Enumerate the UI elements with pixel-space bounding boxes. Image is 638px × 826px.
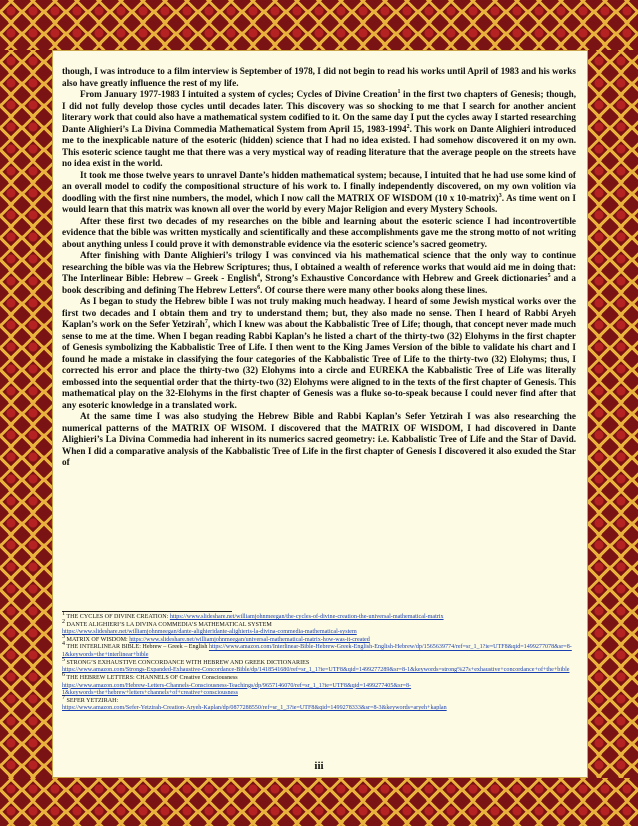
paragraph-text: At the same time I was also studying the Hebrew Bible and Rabbi Kaplan’s Sefer Yetzirah I was also researching the numerical patterns of the MATRIX OF WISOM. I discovered that the MATRIX OF WISDOM, I had discovered in Dante Alighieri’s La Divina Commedia had inherent in its numerics sacred geometry: i.e. Kabbalistic Tree of Life and the Star of David. When I did a comparative analysis of the Kabbalistic Tree of Life in the first chapter of Genesis I discovered it also exuded the Star of bbox=[62, 411, 576, 467]
body-paragraph bbox=[62, 170, 576, 216]
body-paragraph bbox=[62, 411, 576, 469]
footnote-number: 1 bbox=[62, 611, 65, 617]
page-number: iii bbox=[314, 760, 324, 772]
body-text bbox=[62, 66, 576, 469]
paragraph-text: , which I knew was about the Kabbalistic Tree of Life; though, that concept never made much sense to me at the time. When I began reading Rabbi Kaplan’s he listed a chart of the thirty-two (32) Elohyms in the first chapter of Genesis symbolizing the Kabbalistic Tree of Life. I then went to the King James Version of the bible to validate his chart and I found he made a mistake in classifying the four categories of the Kabbalistic Tree of Life to the thirty-two (32) Elohyms; thus, I corrected his error and place the thirty-two (32) Elohyms into a circle and EUREKA the Kabbalistic Tree of Life was literally embossed into the sequential order that the thirty-two (32) Elohyms were aligned to in the texts of the first chapter of Genesis. This mathematical play on the 32-Elohyms in the first chapter of Genesis was a fluke so-to-speak because I could never find after that any esoteric knowledge in a translated work. bbox=[62, 319, 576, 410]
footnote-link[interactable]: https://www.amazon.com/Strongs-Expanded-Exhaustive-Concordance-Bible/dp/1418541680/ref=sr_1_1?ie=UTF8&qid=1499277289&sr=8-1&keywords=strong%27s+exhaustive+concordance+of+the+bible bbox=[62, 667, 570, 674]
footnote bbox=[62, 671, 576, 698]
footnote-label: THE HEBREW LETTERS: CHANNELS OF Creative Consciousness bbox=[66, 674, 238, 681]
paragraph-text: though, I was introduce to a film interview is September of 1978, I did not begin to read his works until April of 1983 and his works also have greatly influence the rest of my life. bbox=[62, 66, 576, 88]
footnote-number: 2 bbox=[62, 618, 65, 625]
footnote-reference[interactable]: 4 bbox=[256, 272, 260, 279]
footnote-reference[interactable]: 3 bbox=[498, 192, 502, 199]
footnote-link[interactable]: https://www.slideshare.net/williamjohnmeegan/dante-alighieridante-alighieris-la-divina-commedia-mathematical-system bbox=[62, 629, 357, 636]
footnote-label: DANTE ALIGHIERI’S LA DIVINA COMMEDIA’S MATHEMATICAL SYSTEM bbox=[66, 621, 272, 628]
body-paragraph bbox=[62, 250, 576, 296]
footnote-label: SEFER YETZIRAH: bbox=[66, 697, 119, 704]
paragraph-text: It took me those twelve years to unravel Dante’s hidden mathematical system; because, I intuited that he had use some kind of an overall model to codify the compositional structure of his work to. I finally independently discovered, on my own volition via doodling with the first nine numbers, the model, which I now call the MATRIX OF WISDOM (10 x 10-matrix) bbox=[62, 169, 576, 203]
body-paragraph bbox=[62, 296, 576, 411]
footnote bbox=[62, 611, 576, 622]
footnote-reference[interactable]: 2 bbox=[406, 123, 410, 130]
paragraph-text: . This work on Dante Alighieri introduced me to the inexplicable nature of the esoteric (hidden) science that I had no idea existed. I had somehow discovered it on my own. This esoteric science taught me that there was a very mystical way of reading literature that the average people on the streets have no idea exist in the world. bbox=[62, 123, 576, 168]
footnote-label: THE CYCLES OF DIVINE CREATION: bbox=[66, 614, 169, 621]
body-paragraph bbox=[62, 216, 576, 251]
footnote-link[interactable]: https://www.amazon.com/Interlinear-Bible-Hebrew-Greek-English-English-Hebrew/dp/1565639774/ref=sr_1_1?ie=UTF8&qid=1499277078&sr=8-1&keywords=the+interlinear+bible bbox=[62, 644, 572, 659]
paragraph-text: As I began to study the Hebrew bible I was not truly making much headway. I heard of some Jewish mystical works over the first two decades and I obtain them and try to understand them; but, they also made no sense. Then I heard of Rabbi Aryeh Kaplan’s work on the Sefer Yetzirah bbox=[62, 296, 576, 329]
paragraph-text: From January 1977-1983 I intuited a system of cycles; Cycles of Divine Creation bbox=[80, 89, 398, 99]
paragraph-text: After finishing with Dante Alighieri’s trilogy I was convinced via his mathematical science that the only way to continue researching the bible was via the Hebrew Scriptures; thus, I obtained a wealth of reference works that would aid me in doing that: The Interlinear Bible: Hebrew – Greek - English bbox=[62, 250, 576, 283]
footnote-number: 4 bbox=[62, 641, 65, 648]
border-left bbox=[0, 50, 52, 778]
border-right bbox=[588, 50, 638, 778]
footnote-label: MATRIX OF WISDOM: bbox=[66, 636, 128, 643]
border-top bbox=[0, 0, 638, 50]
paragraph-text: After these first two decades of my researches on the bible and learning about the esoteric science I had incontrovertible evidence that the bible was written mystically and scientifically and these accomplishments gave me the strong motto of not writing about anything unless I could prove it with demonstrable evidence via the esoteric science’s sacred geometry. bbox=[62, 215, 576, 249]
footnote-reference[interactable]: 7 bbox=[204, 318, 208, 325]
body-paragraph bbox=[62, 89, 576, 170]
footnote bbox=[62, 618, 576, 637]
paragraph-text: . As time went on I would learn that this matrix was known all over the world by every Major Religion and every Mystery Schools. bbox=[62, 192, 576, 214]
footnote-divider bbox=[62, 611, 232, 612]
footnote-number: 7 bbox=[62, 694, 65, 701]
footnote-label: STRONG’S EXHAUSTIVE CONCORDANCE WITH HEBREW AND GREEK DICTIONARIES bbox=[66, 659, 310, 666]
footnote-number: 3 bbox=[62, 633, 65, 640]
border-bottom bbox=[0, 778, 638, 826]
paragraph-text: and a book describing and defining The Hebrew Letters bbox=[62, 273, 576, 295]
footnote bbox=[62, 641, 576, 659]
footnote bbox=[62, 694, 576, 713]
footnote-reference[interactable]: 1 bbox=[397, 88, 401, 95]
footnote-link[interactable]: https://www.slideshare.net/williamjohnmeegan/universal-mathematical-matrix-how-was-it-created bbox=[129, 636, 370, 643]
body-paragraph bbox=[62, 66, 576, 89]
footnote-reference[interactable]: 6 bbox=[257, 284, 261, 291]
footnote-number: 6 bbox=[62, 671, 65, 678]
footnote-link[interactable]: https://www.amazon.com/Sefer-Yetzirah-Creation-Aryeh-Kaplan/dp/0877288550/ref=sr_1_3?ie=UTF8&qid=1499278333&sr=8-3&keywords=aryeh+kaplan bbox=[62, 705, 447, 712]
footnote-link[interactable]: https://www.amazon.com/Hebrew-Letters-Channels-Consciousness-Teachings/dp/9657146070/ref=sr_1_1?ie=UTF8&qid=1499277405&sr=8-1&keywords=the+hebrew+letters+channels+of+creative+consciousness bbox=[62, 682, 412, 697]
footnote-number: 5 bbox=[62, 656, 65, 663]
footnote-label: THE INTERLINEAR BIBLE: Hebrew – Greek – English bbox=[66, 644, 208, 651]
footnotes bbox=[62, 611, 576, 713]
footnote-link[interactable]: https://www.slideshare.net/williamjohnmeegan/the-cycles-of-divine-creation-the-universal-mathematical-matrix bbox=[169, 614, 444, 621]
footnote-reference[interactable]: 5 bbox=[547, 272, 551, 279]
paragraph-text: . Of course there were many other books along these lines. bbox=[260, 284, 488, 295]
paragraph-text: in the first two chapters of Genesis; though, I did not fully develop those cycles until decades later. This discovery was so shocking to me that I search for another ancient literary work that could also have a mathematical system codified to it. On the same day I put the cycles away I started researching Dante Alighieri’s La Divina Commedia Mathematical System from April 15, 1983-1994 bbox=[62, 89, 577, 134]
footnote bbox=[62, 656, 576, 675]
paragraph-text: , Strong’s Exhaustive Concordance with Hebrew and Greek dictionaries bbox=[259, 273, 548, 283]
